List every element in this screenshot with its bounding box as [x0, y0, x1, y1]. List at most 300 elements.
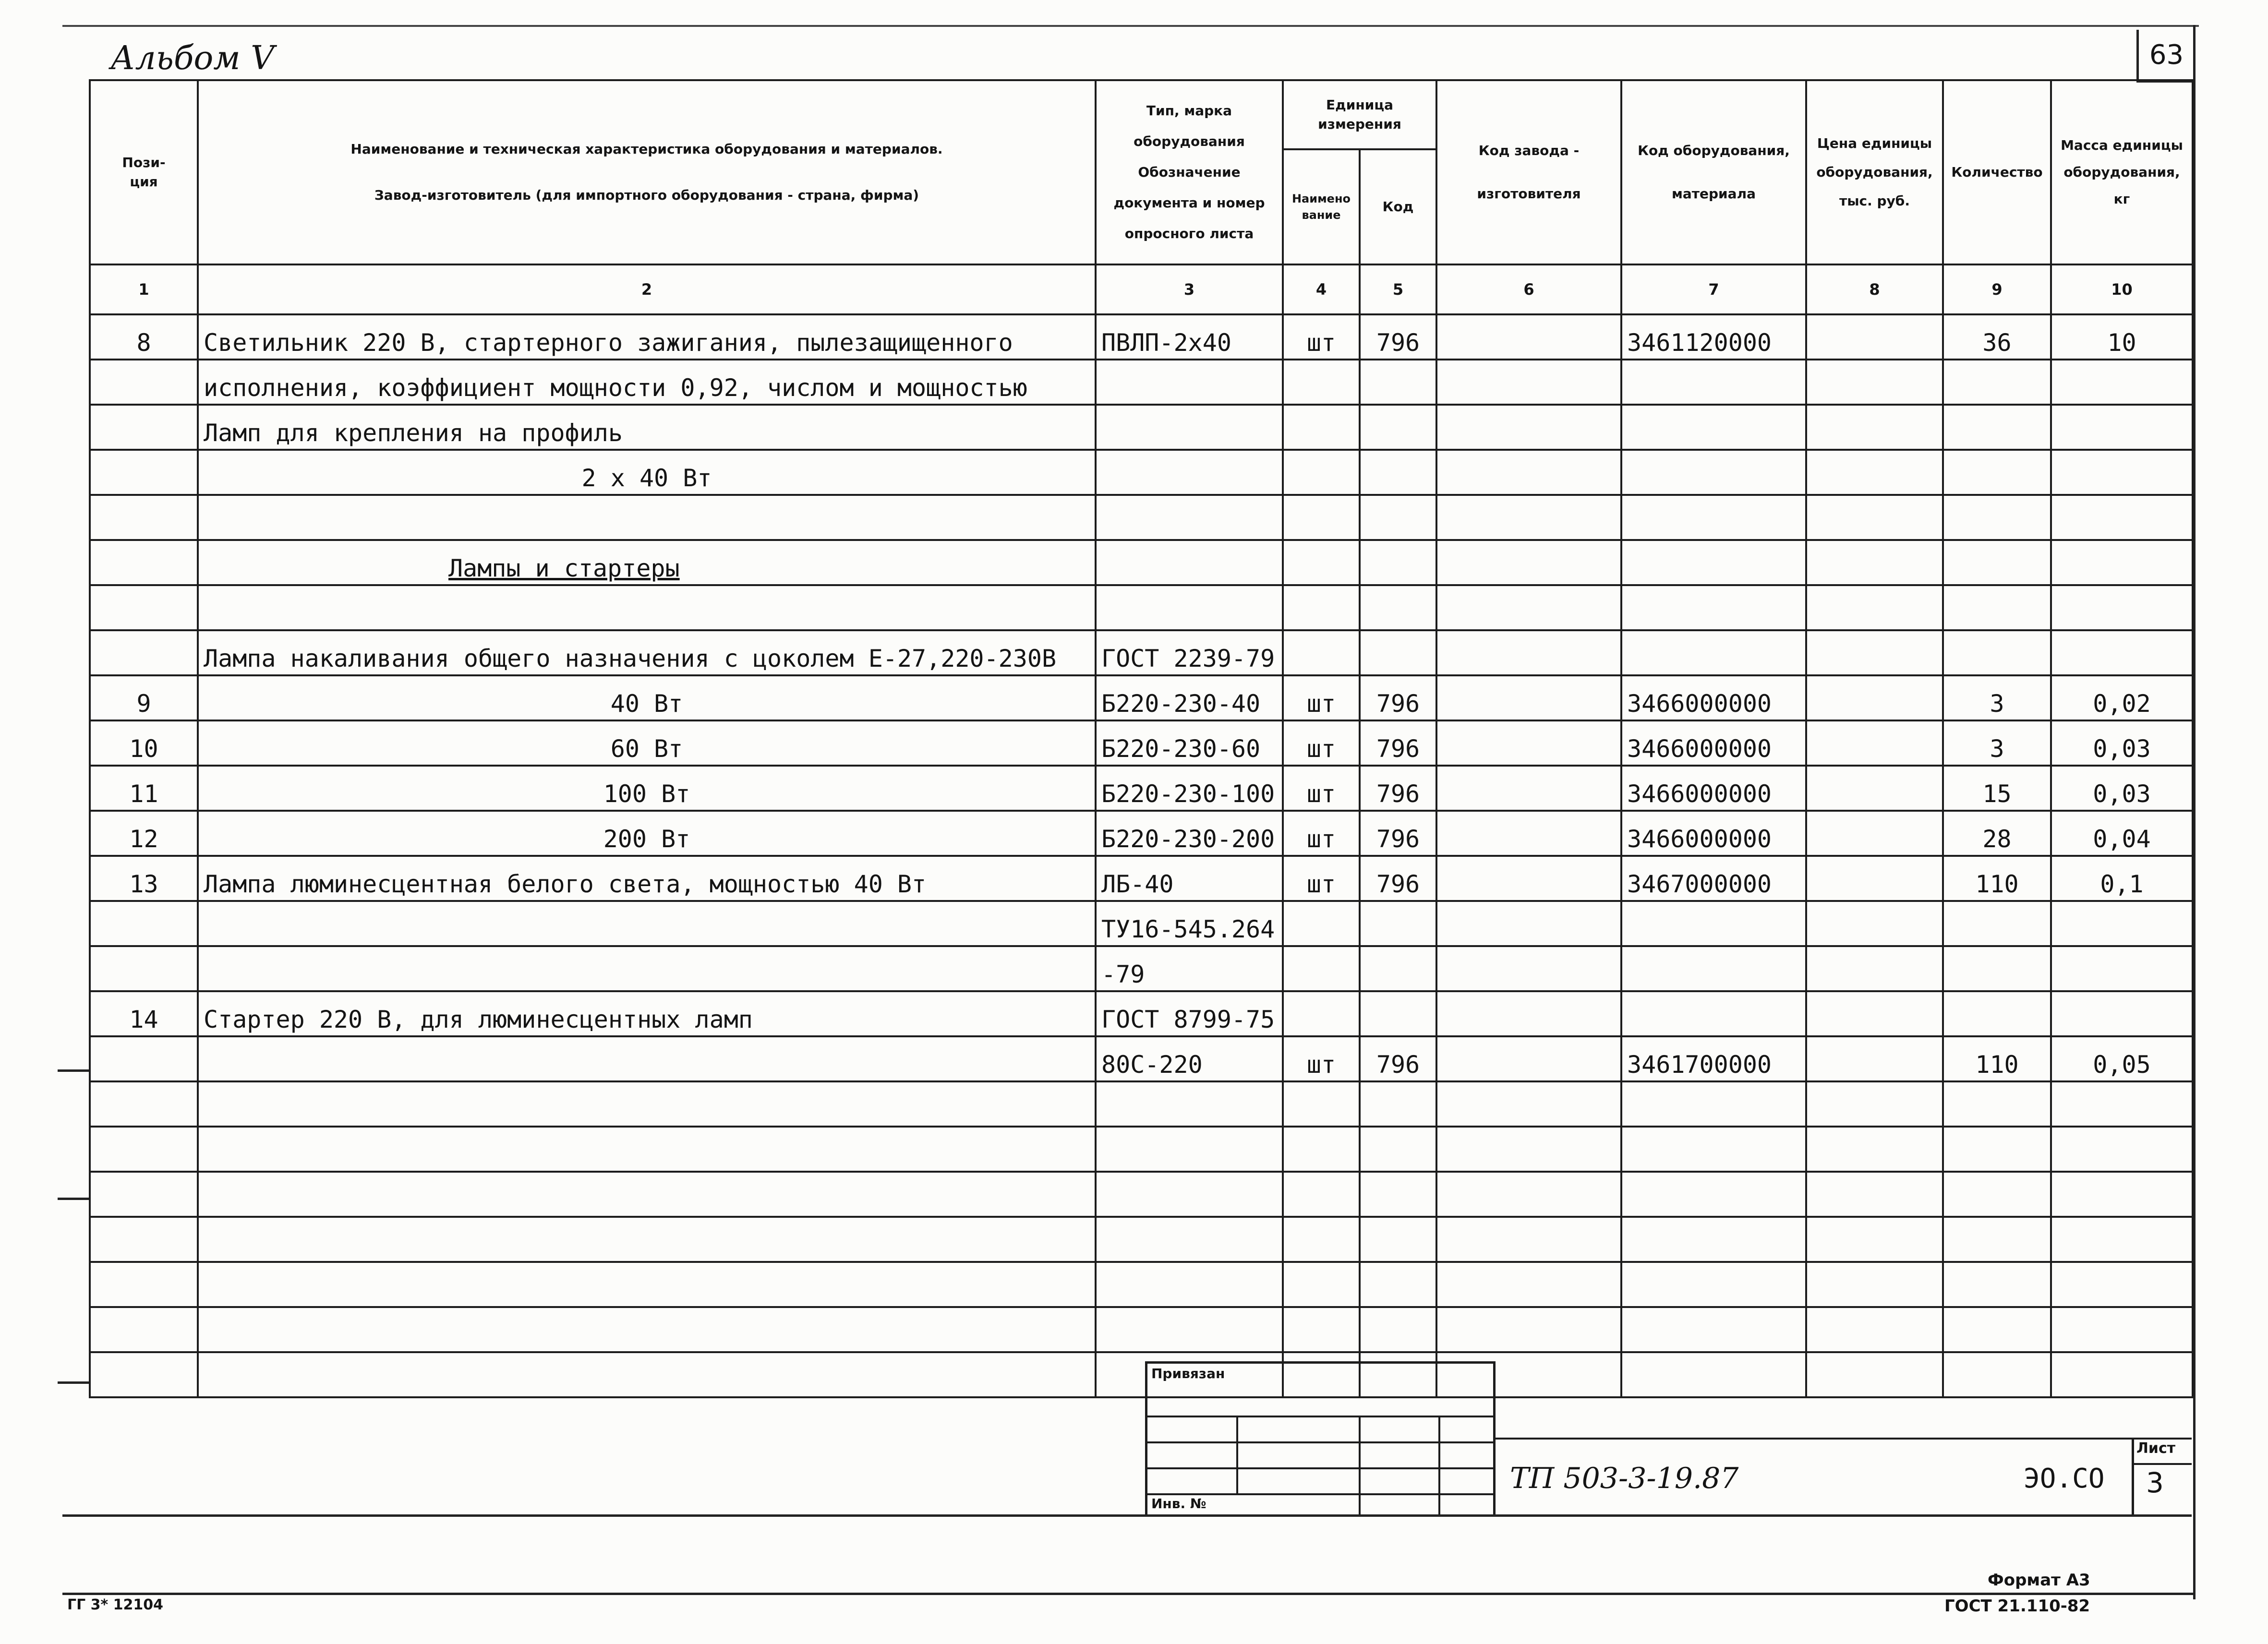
- cell-plant-code: [1436, 856, 1621, 901]
- cell-unit-code: 796: [1360, 314, 1436, 360]
- cell-price: [1806, 1307, 1943, 1352]
- archive-number: ГГ 3* 12104: [67, 1596, 164, 1613]
- cell-quantity: 36: [1943, 314, 2051, 360]
- sheet-label: Лист: [2136, 1440, 2176, 1457]
- table-row: [90, 766, 2193, 811]
- stamp-line: [1147, 1467, 1494, 1469]
- cell-quantity: [1943, 1217, 2051, 1262]
- table-row: [90, 1081, 2193, 1127]
- document-number: ТП 503-3-19.87: [1510, 1462, 1739, 1495]
- cell-equipment-code: [1621, 1262, 1806, 1307]
- cell-quantity: [1943, 405, 2051, 450]
- cell-unit-code: [1360, 1217, 1436, 1262]
- cell-unit-name: [1283, 540, 1360, 585]
- col-name-header: Наименование и техническая характеристика оборудования и материалов. Завод-изготовитель (для импортного оборудования - страна, фирма): [198, 80, 1096, 264]
- cell-equipment-code: [1621, 630, 1806, 675]
- stamp-line: [1147, 1441, 1494, 1443]
- table-row: [90, 360, 2193, 405]
- cell-equipment-code: 3461700000: [1621, 1036, 1806, 1081]
- cell-type: Б220-230-60: [1096, 720, 1283, 766]
- cell-quantity: [1943, 630, 2051, 675]
- cell-unit-code: 796: [1360, 856, 1436, 901]
- stamp-line: [1147, 1416, 1494, 1417]
- cell-price: [1806, 585, 1943, 630]
- cell-position: [90, 1081, 198, 1127]
- cell-type: Б220-230-40: [1096, 675, 1283, 720]
- cell-unit-name: [1283, 495, 1360, 540]
- cell-price: [1806, 720, 1943, 766]
- cell-name: Лампа накаливания общего назначения с цоколем Е-27,220-230В: [198, 630, 1096, 675]
- cell-type: ЛБ-40: [1096, 856, 1283, 901]
- col-position-header: Пози- ция: [90, 80, 198, 264]
- col-mass-header: Масса единицы оборудования, кг: [2051, 80, 2193, 264]
- cell-type: Б220-230-100: [1096, 766, 1283, 811]
- table-body: [90, 314, 2193, 1397]
- cell-plant-code: [1436, 450, 1621, 495]
- col-quantity-header: Количество: [1943, 80, 2051, 264]
- cell-type: [1096, 585, 1283, 630]
- cell-mass: [2051, 360, 2193, 405]
- cell-plant-code: [1436, 495, 1621, 540]
- cell-type: [1096, 1307, 1283, 1352]
- cell-plant-code: [1436, 585, 1621, 630]
- col-number: 2: [198, 264, 1096, 314]
- cell-position: [90, 1036, 198, 1081]
- sheet-number: 3: [2146, 1466, 2164, 1499]
- cell-mass: [2051, 901, 2193, 946]
- cell-type: [1096, 1262, 1283, 1307]
- cell-position: [90, 946, 198, 991]
- table-row: [90, 720, 2193, 766]
- cell-price: [1806, 1036, 1943, 1081]
- cell-unit-name: [1283, 1307, 1360, 1352]
- stamp-line: [1359, 1416, 1361, 1515]
- cell-name: исполнения, коэффициент мощности 0,92, числом и мощностью: [198, 360, 1096, 405]
- cell-price: [1806, 360, 1943, 405]
- cell-price: [1806, 1127, 1943, 1172]
- cell-unit-code: [1360, 1172, 1436, 1217]
- cell-equipment-code: [1621, 1217, 1806, 1262]
- cell-equipment-code: [1621, 495, 1806, 540]
- cell-unit-name: [1283, 1127, 1360, 1172]
- specification-table: [89, 79, 2194, 1398]
- cell-quantity: [1943, 450, 2051, 495]
- inventory-label: Инв. №: [1151, 1496, 1206, 1512]
- cell-plant-code: [1436, 901, 1621, 946]
- cell-name: 40 Вт: [198, 675, 1096, 720]
- cell-unit-name: [1283, 360, 1360, 405]
- cell-quantity: [1943, 495, 2051, 540]
- cell-name: 60 Вт: [198, 720, 1096, 766]
- stamp-line: [1236, 1416, 1238, 1493]
- stamp-line: [1438, 1416, 1440, 1515]
- cell-mass: [2051, 450, 2193, 495]
- cell-price: [1806, 495, 1943, 540]
- table-row: [90, 856, 2193, 901]
- cell-position: [90, 585, 198, 630]
- cell-price: [1806, 405, 1943, 450]
- margin-mark: [58, 1198, 89, 1200]
- cell-equipment-code: 3467000000: [1621, 856, 1806, 901]
- col-number: 5: [1360, 264, 1436, 314]
- cell-quantity: [1943, 585, 2051, 630]
- cell-plant-code: [1436, 1262, 1621, 1307]
- cell-equipment-code: [1621, 1172, 1806, 1217]
- column-number-row: [90, 264, 2193, 314]
- cell-mass: 0,04: [2051, 811, 2193, 856]
- cell-unit-name: [1283, 585, 1360, 630]
- cell-price: [1806, 450, 1943, 495]
- cell-mass: [2051, 991, 2193, 1036]
- cell-quantity: 28: [1943, 811, 2051, 856]
- col-equipment-code-header: Код оборудования, материала: [1621, 80, 1806, 264]
- col-number: 8: [1806, 264, 1943, 314]
- cell-equipment-code: 3466000000: [1621, 675, 1806, 720]
- cell-unit-code: [1360, 1127, 1436, 1172]
- cell-type: [1096, 1172, 1283, 1217]
- sheet-code: ЭО.СО: [2024, 1463, 2105, 1494]
- cell-price: [1806, 1217, 1943, 1262]
- table-row: [90, 585, 2193, 630]
- cell-type: [1096, 360, 1283, 405]
- cell-mass: [2051, 1127, 2193, 1172]
- table-row: [90, 1217, 2193, 1262]
- cell-name: [198, 1352, 1096, 1397]
- cell-equipment-code: [1621, 1352, 1806, 1397]
- cell-name: [198, 1127, 1096, 1172]
- cell-equipment-code: [1621, 1081, 1806, 1127]
- cell-type: [1096, 1127, 1283, 1172]
- cell-unit-code: [1360, 360, 1436, 405]
- cell-equipment-code: 3466000000: [1621, 766, 1806, 811]
- cell-price: [1806, 1081, 1943, 1127]
- cell-equipment-code: [1621, 540, 1806, 585]
- attached-label: Привязан: [1151, 1366, 1225, 1381]
- table-row: [90, 991, 2193, 1036]
- cell-plant-code: [1436, 540, 1621, 585]
- cell-name: 100 Вт: [198, 766, 1096, 811]
- cell-position: 14: [90, 991, 198, 1036]
- cell-mass: 0,03: [2051, 766, 2193, 811]
- cell-name: [198, 1307, 1096, 1352]
- cell-unit-name: [1283, 1262, 1360, 1307]
- cell-quantity: [1943, 1081, 2051, 1127]
- cell-position: [90, 1217, 198, 1262]
- cell-type: Б220-230-200: [1096, 811, 1283, 856]
- col-number: 4: [1283, 264, 1360, 314]
- col-plant-code-header: Код завода - изготовителя: [1436, 80, 1621, 264]
- col-number: 3: [1096, 264, 1283, 314]
- cell-unit-code: [1360, 991, 1436, 1036]
- cell-equipment-code: [1621, 360, 1806, 405]
- table-row: [90, 405, 2193, 450]
- cell-position: 8: [90, 314, 198, 360]
- cell-mass: [2051, 1262, 2193, 1307]
- cell-mass: 0,1: [2051, 856, 2193, 901]
- cell-equipment-code: [1621, 991, 1806, 1036]
- cell-plant-code: [1436, 811, 1621, 856]
- cell-unit-code: 796: [1360, 811, 1436, 856]
- cell-position: [90, 540, 198, 585]
- cell-unit-name: [1283, 1217, 1360, 1262]
- cell-type: [1096, 495, 1283, 540]
- cell-name: [198, 901, 1096, 946]
- cell-type: [1096, 405, 1283, 450]
- cell-price: [1806, 901, 1943, 946]
- cell-name: [198, 1036, 1096, 1081]
- cell-equipment-code: [1621, 901, 1806, 946]
- cell-type: ПВЛП-2х40: [1096, 314, 1283, 360]
- table-row: [90, 1127, 2193, 1172]
- cell-mass: [2051, 1307, 2193, 1352]
- page-number: 63: [2136, 30, 2194, 83]
- cell-name: [198, 1262, 1096, 1307]
- table-row: [90, 630, 2193, 675]
- cell-plant-code: [1436, 675, 1621, 720]
- cell-plant-code: [1436, 1217, 1621, 1262]
- table-row: [90, 1262, 2193, 1307]
- cell-price: [1806, 314, 1943, 360]
- page-bottom-line: [62, 1593, 2194, 1595]
- cell-price: [1806, 991, 1943, 1036]
- cell-quantity: 3: [1943, 720, 2051, 766]
- table-row: [90, 495, 2193, 540]
- cell-price: [1806, 856, 1943, 901]
- cell-mass: [2051, 946, 2193, 991]
- cell-unit-code: 796: [1360, 766, 1436, 811]
- album-label: Альбом V: [110, 39, 275, 77]
- cell-quantity: [1943, 1262, 2051, 1307]
- cell-position: 13: [90, 856, 198, 901]
- cell-name: Лампа люминесцентная белого света, мощностью 40 Вт: [198, 856, 1096, 901]
- cell-equipment-code: [1621, 450, 1806, 495]
- cell-equipment-code: 3461120000: [1621, 314, 1806, 360]
- cell-equipment-code: 3466000000: [1621, 720, 1806, 766]
- cell-unit-name: [1283, 901, 1360, 946]
- cell-name: 2 х 40 Вт: [198, 450, 1096, 495]
- cell-type: [1096, 1217, 1283, 1262]
- cell-unit-name: [1283, 630, 1360, 675]
- cell-plant-code: [1436, 360, 1621, 405]
- table-row: [90, 1307, 2193, 1352]
- cell-name: Светильник 220 В, стартерного зажигания, пылезащищенного: [198, 314, 1096, 360]
- cell-price: [1806, 811, 1943, 856]
- bottom-line: [62, 1514, 2192, 1517]
- cell-plant-code: [1436, 1307, 1621, 1352]
- cell-quantity: 110: [1943, 1036, 2051, 1081]
- cell-plant-code: [1436, 1172, 1621, 1217]
- cell-equipment-code: [1621, 1127, 1806, 1172]
- sheet-box-line: [2132, 1463, 2192, 1465]
- cell-type: ГОСТ 2239-79: [1096, 630, 1283, 675]
- cell-mass: 0,05: [2051, 1036, 2193, 1081]
- cell-type: ГОСТ 8799-75: [1096, 991, 1283, 1036]
- cell-unit-code: [1360, 495, 1436, 540]
- cell-position: [90, 901, 198, 946]
- table-row: [90, 901, 2193, 946]
- cell-position: 9: [90, 675, 198, 720]
- cell-price: [1806, 630, 1943, 675]
- col-type-header: Тип, марка оборудования Обозначение документа и номер опросного листа: [1096, 80, 1283, 264]
- cell-unit-name: шт: [1283, 811, 1360, 856]
- cell-quantity: [1943, 991, 2051, 1036]
- cell-quantity: 3: [1943, 675, 2051, 720]
- cell-position: [90, 1172, 198, 1217]
- cell-equipment-code: [1621, 946, 1806, 991]
- cell-mass: [2051, 1352, 2193, 1397]
- cell-unit-code: [1360, 1307, 1436, 1352]
- cell-name: [198, 495, 1096, 540]
- cell-unit-name: [1283, 1081, 1360, 1127]
- cell-position: 10: [90, 720, 198, 766]
- cell-unit-name: шт: [1283, 720, 1360, 766]
- cell-position: [90, 1262, 198, 1307]
- cell-position: [90, 1307, 198, 1352]
- cell-plant-code: [1436, 1081, 1621, 1127]
- title-block-line: [1496, 1438, 2192, 1440]
- cell-unit-name: [1283, 450, 1360, 495]
- cell-equipment-code: [1621, 1307, 1806, 1352]
- cell-plant-code: [1436, 405, 1621, 450]
- cell-mass: [2051, 1081, 2193, 1127]
- cell-price: [1806, 946, 1943, 991]
- cell-price: [1806, 675, 1943, 720]
- cell-quantity: 110: [1943, 856, 2051, 901]
- approval-stamp: [1145, 1361, 1496, 1517]
- cell-name: Ламп для крепления на профиль: [198, 405, 1096, 450]
- cell-unit-name: шт: [1283, 1036, 1360, 1081]
- cell-quantity: [1943, 1172, 2051, 1217]
- cell-quantity: [1943, 1127, 2051, 1172]
- cell-price: [1806, 1262, 1943, 1307]
- cell-quantity: [1943, 1307, 2051, 1352]
- cell-unit-name: [1283, 946, 1360, 991]
- cell-name: [198, 1081, 1096, 1127]
- table-row: [90, 540, 2193, 585]
- cell-name: Стартер 220 В, для люминесцентных ламп: [198, 991, 1096, 1036]
- cell-name: 200 Вт: [198, 811, 1096, 856]
- cell-mass: [2051, 1172, 2193, 1217]
- cell-position: [90, 1352, 198, 1397]
- cell-plant-code: [1436, 991, 1621, 1036]
- table-row: [90, 811, 2193, 856]
- cell-equipment-code: [1621, 585, 1806, 630]
- cell-unit-name: шт: [1283, 856, 1360, 901]
- cell-plant-code: [1436, 1127, 1621, 1172]
- cell-name: [198, 946, 1096, 991]
- cell-mass: [2051, 1217, 2193, 1262]
- cell-unit-code: 796: [1360, 720, 1436, 766]
- cell-unit-code: [1360, 1262, 1436, 1307]
- cell-mass: [2051, 495, 2193, 540]
- cell-position: 12: [90, 811, 198, 856]
- col-unit-header: Единица измерения: [1283, 80, 1436, 149]
- cell-quantity: [1943, 360, 2051, 405]
- col-number: 10: [2051, 264, 2193, 314]
- cell-position: [90, 630, 198, 675]
- cell-unit-name: [1283, 405, 1360, 450]
- cell-unit-code: 796: [1360, 675, 1436, 720]
- cell-unit-code: [1360, 585, 1436, 630]
- cell-unit-name: шт: [1283, 766, 1360, 811]
- cell-unit-code: 796: [1360, 1036, 1436, 1081]
- cell-position: [90, 360, 198, 405]
- table-row: [90, 314, 2193, 360]
- cell-name: [198, 1172, 1096, 1217]
- cell-name: [198, 1217, 1096, 1262]
- cell-unit-name: шт: [1283, 314, 1360, 360]
- table-row: [90, 675, 2193, 720]
- cell-type: 80С-220: [1096, 1036, 1283, 1081]
- col-unit-name-header: Наименование: [1283, 149, 1360, 264]
- cell-mass: 0,03: [2051, 720, 2193, 766]
- cell-mass: [2051, 405, 2193, 450]
- cell-unit-code: [1360, 540, 1436, 585]
- header-row: [90, 80, 2193, 149]
- cell-type: [1096, 540, 1283, 585]
- top-border-line: [62, 25, 2199, 27]
- cell-position: [90, 450, 198, 495]
- col-unit-code-header: Код: [1360, 149, 1436, 264]
- cell-position: [90, 495, 198, 540]
- cell-unit-code: [1360, 630, 1436, 675]
- col-number: 1: [90, 264, 198, 314]
- cell-quantity: [1943, 946, 2051, 991]
- cell-type: ТУ16-545.264: [1096, 901, 1283, 946]
- cell-mass: 10: [2051, 314, 2193, 360]
- cell-price: [1806, 540, 1943, 585]
- col-number: 7: [1621, 264, 1806, 314]
- cell-unit-code: [1360, 405, 1436, 450]
- cell-plant-code: [1436, 630, 1621, 675]
- cell-plant-code: [1436, 720, 1621, 766]
- margin-mark: [58, 1069, 89, 1072]
- cell-type: [1096, 1081, 1283, 1127]
- cell-quantity: [1943, 540, 2051, 585]
- col-price-header: Цена единицы оборудования, тыс. руб.: [1806, 80, 1943, 264]
- table-row: [90, 946, 2193, 991]
- cell-plant-code: [1436, 946, 1621, 991]
- gost-label: ГОСТ 21.110-82: [1944, 1596, 2090, 1616]
- cell-plant-code: [1436, 1036, 1621, 1081]
- cell-unit-code: [1360, 901, 1436, 946]
- cell-mass: 0,02: [2051, 675, 2193, 720]
- cell-quantity: 15: [1943, 766, 2051, 811]
- cell-unit-code: [1360, 946, 1436, 991]
- cell-type: -79: [1096, 946, 1283, 991]
- col-number: 6: [1436, 264, 1621, 314]
- cell-position: [90, 1127, 198, 1172]
- format-label: Формат А3: [1988, 1571, 2090, 1590]
- table-row: [90, 1172, 2193, 1217]
- table-row: [90, 1036, 2193, 1081]
- cell-equipment-code: 3466000000: [1621, 811, 1806, 856]
- cell-mass: [2051, 540, 2193, 585]
- cell-name: Лампы и стартеры: [198, 540, 1096, 585]
- stamp-line: [1147, 1493, 1494, 1495]
- cell-plant-code: [1436, 314, 1621, 360]
- cell-price: [1806, 1352, 1943, 1397]
- cell-unit-code: [1360, 1081, 1436, 1127]
- cell-unit-code: [1360, 450, 1436, 495]
- cell-name: [198, 585, 1096, 630]
- cell-price: [1806, 1172, 1943, 1217]
- cell-quantity: [1943, 901, 2051, 946]
- margin-mark: [58, 1381, 89, 1384]
- cell-position: [90, 405, 198, 450]
- cell-plant-code: [1436, 766, 1621, 811]
- cell-quantity: [1943, 1352, 2051, 1397]
